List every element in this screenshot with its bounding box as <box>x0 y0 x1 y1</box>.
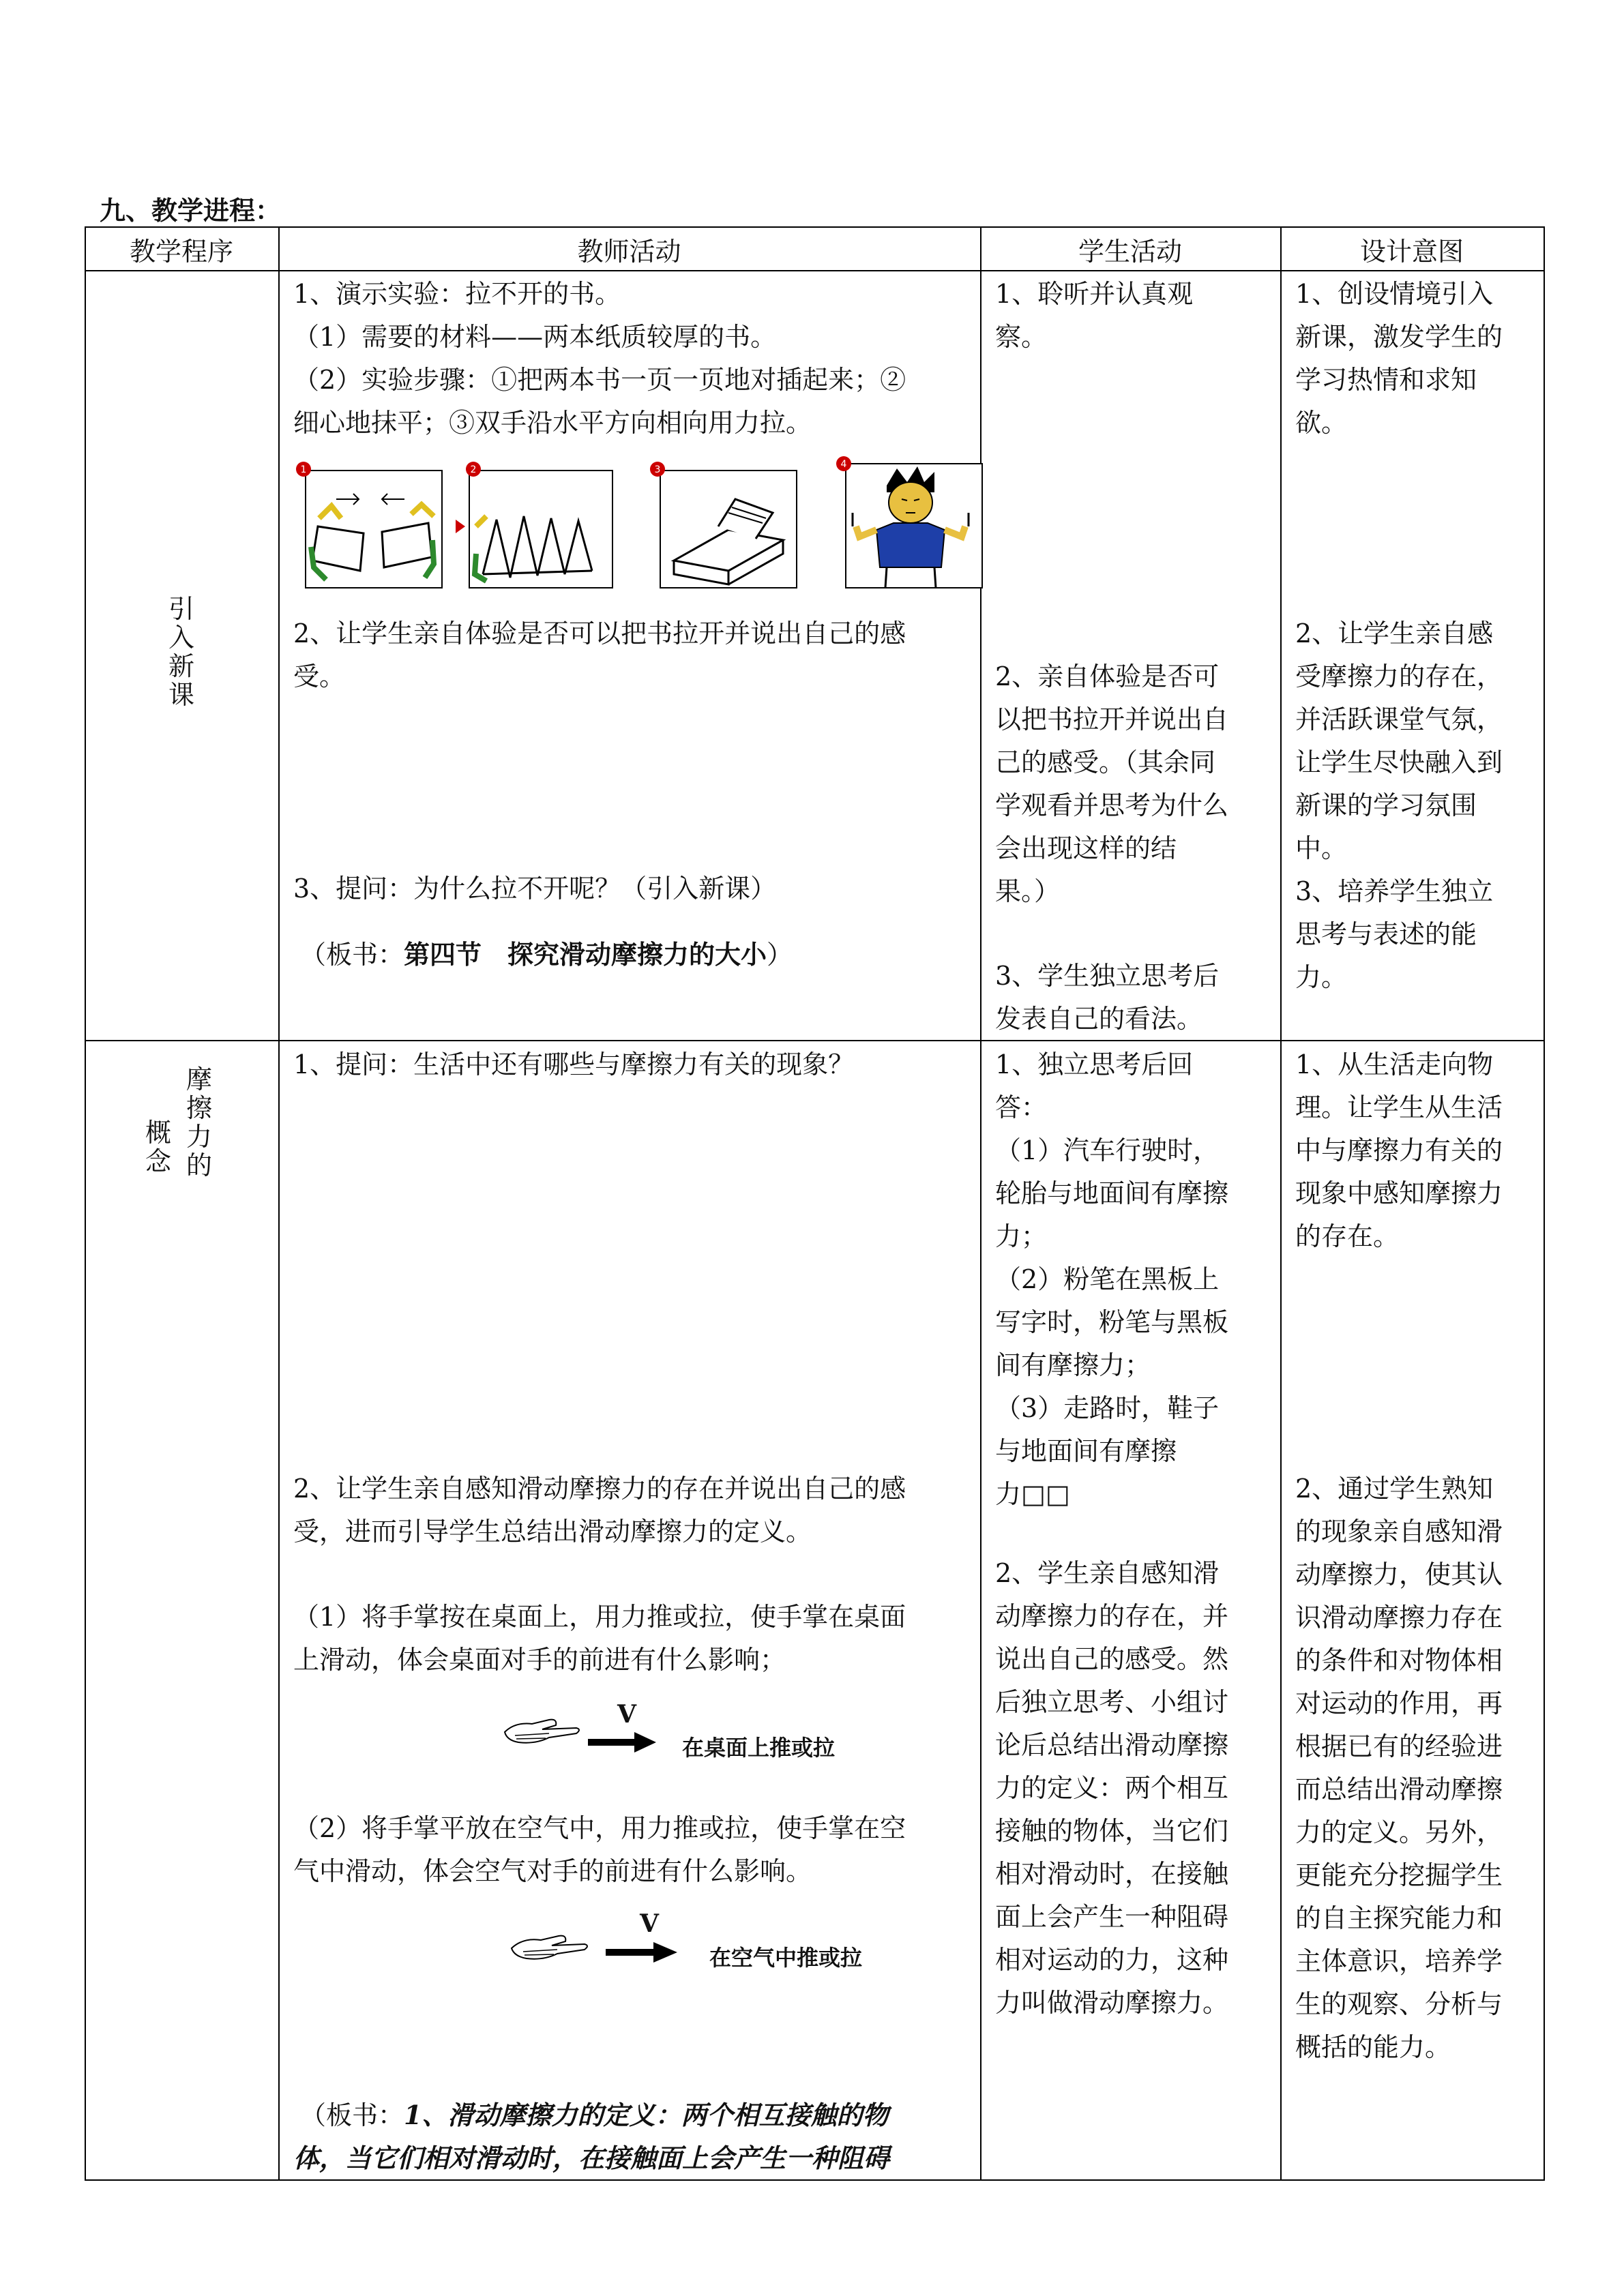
student-text: 与地面间有摩擦 <box>995 1436 1177 1466</box>
intent-text: 受摩擦力的存在， <box>1295 661 1503 691</box>
board-note-definition-cont: 体，当它们相对滑动时，在接触面上会产生一种阻碍 <box>293 2143 890 2173</box>
arrow-right-icon <box>606 1942 677 1963</box>
student-text: 1、独立思考后回 <box>995 1049 1194 1079</box>
teacher-text: 2、让学生亲自体验是否可以把书拉开并说出自己的感 <box>293 618 906 648</box>
student-text: 说出自己的感受。然 <box>995 1644 1229 1674</box>
section-heading: 九、教学进程： <box>100 195 282 226</box>
intent-text: 力。 <box>1295 962 1348 992</box>
student-text: 相对滑动时，在接触 <box>995 1859 1229 1889</box>
intent-text: 1、创设情境引入 <box>1295 279 1494 309</box>
step-3-illustration <box>653 458 803 595</box>
intent-text: 主体意识，培养学 <box>1295 1946 1503 1976</box>
step-marker-3 <box>649 461 666 477</box>
teacher-text: 气中滑动，体会空气对手的前进有什么影响。 <box>293 1856 812 1886</box>
student-text: 发表自己的看法。 <box>995 1004 1203 1034</box>
student-text: 己的感受。（其余同 <box>995 747 1216 777</box>
stage-label-intro: 引入新课 <box>168 594 194 710</box>
arrow-right-icon <box>588 1732 656 1753</box>
intent-text: 而总结出滑动摩擦 <box>1295 1774 1503 1804</box>
intent-text: 思考与表述的能 <box>1295 919 1477 949</box>
student-text: 接触的物体，当它们 <box>995 1816 1229 1846</box>
step-4-illustration <box>839 458 982 595</box>
intent-text: 现象中感知摩擦力 <box>1295 1178 1503 1208</box>
stage-label-concept: 概念 <box>145 1118 171 1176</box>
intent-text: 识滑动摩擦力存在 <box>1295 1602 1503 1632</box>
student-text: 间有摩擦力； <box>995 1350 1151 1380</box>
intent-text: 让学生尽快融入到 <box>1295 747 1503 777</box>
step-2-illustration <box>456 458 619 595</box>
intent-text: 力的定义。另外， <box>1295 1817 1503 1847</box>
intent-text: 根据已有的经验进 <box>1295 1731 1503 1761</box>
student-text: 2、学生亲自感知滑 <box>995 1558 1220 1588</box>
velocity-label: V <box>617 1700 636 1729</box>
step-marker-2 <box>465 461 482 477</box>
student-text: 相对运动的力，这种 <box>995 1945 1229 1975</box>
student-text: （3）走路时，鞋子 <box>995 1393 1220 1423</box>
student-text: 力□□ <box>995 1479 1070 1509</box>
student-text: 力； <box>995 1221 1048 1251</box>
intent-text: 欲。 <box>1295 408 1348 438</box>
student-text: （1）汽车行驶时， <box>995 1135 1220 1165</box>
student-text: 3、学生独立思考后 <box>995 961 1220 991</box>
svg-text:4: 4 <box>840 459 847 470</box>
intent-text: 的条件和对物体相 <box>1295 1645 1503 1675</box>
teacher-text: 受，进而引导学生总结出滑动摩擦力的定义。 <box>293 1517 812 1547</box>
student-text: 论后总结出滑动摩擦 <box>995 1730 1229 1760</box>
svg-text:2: 2 <box>470 464 477 475</box>
teacher-text: （2）实验步骤：①把两本书一页一页地对插起来；② <box>293 365 906 395</box>
velocity-label: V <box>640 1909 659 1938</box>
intent-text: 1、从生活走向物 <box>1295 1049 1494 1079</box>
student-text: （2）粉笔在黑板上 <box>995 1264 1220 1294</box>
student-text: 察。 <box>995 322 1048 352</box>
teacher-text: 细心地抹平；③双手沿水平方向相向用力拉。 <box>293 408 812 438</box>
intent-text: 生的观察、分析与 <box>1295 1989 1503 2019</box>
svg-text:1: 1 <box>300 464 307 475</box>
student-text: 轮胎与地面间有摩擦 <box>995 1178 1229 1208</box>
intent-text: 概括的能力。 <box>1295 2032 1451 2062</box>
header-student-activity: 学生活动 <box>1078 237 1182 267</box>
intent-text: 新课的学习氛围 <box>1295 790 1477 820</box>
board-note-title: （板书：第四节 探究滑动摩擦力的大小） <box>300 939 793 970</box>
svg-text:3: 3 <box>654 464 661 475</box>
student-text: 答： <box>995 1092 1048 1122</box>
intent-text: 更能充分挖掘学生 <box>1295 1860 1503 1890</box>
teacher-text: 1、演示实验：拉不开的书。 <box>293 279 621 309</box>
intent-text: 并活跃课堂气氛， <box>1295 704 1503 734</box>
intent-text: 3、培养学生独立 <box>1295 876 1494 906</box>
teacher-text: 3、提问：为什么拉不开呢？（引入新课） <box>293 874 777 904</box>
caption-air: 在空气中推或拉 <box>709 1945 863 1971</box>
stage-label-friction: 摩擦力的 <box>186 1064 212 1180</box>
teacher-text: （1）需要的材料——两本纸质较厚的书。 <box>293 322 777 352</box>
student-text: 力叫做滑动摩擦力。 <box>995 1988 1229 2018</box>
caption-desk: 在桌面上推或拉 <box>682 1735 836 1761</box>
intent-text: 中与摩擦力有关的 <box>1295 1135 1503 1165</box>
intent-text: 动摩擦力，使其认 <box>1295 1560 1503 1590</box>
student-text: 学观看并思考为什么 <box>995 790 1229 820</box>
step-1-illustration <box>299 458 449 595</box>
intent-text: 2、让学生亲自感 <box>1295 618 1494 648</box>
student-text: 动摩擦力的存在，并 <box>995 1601 1229 1631</box>
student-text: 面上会产生一种阻碍 <box>995 1902 1229 1932</box>
teacher-text: 上滑动，体会桌面对手的前进有什么影响； <box>293 1645 786 1675</box>
student-text: 1、聆听并认真观 <box>995 279 1194 309</box>
intent-text: 学习热情和求知 <box>1295 365 1477 395</box>
teacher-text: （1）将手掌按在桌面上，用力推或拉，使手掌在桌面 <box>293 1602 906 1632</box>
student-text: 果。） <box>995 876 1061 906</box>
intent-text: 理。让学生从生活 <box>1295 1092 1503 1122</box>
intent-text: 中。 <box>1295 833 1348 863</box>
intent-text: 2、通过学生熟知 <box>1295 1474 1494 1504</box>
header-teacher-activity: 教师活动 <box>577 237 681 267</box>
intent-text: 的自主探究能力和 <box>1295 1903 1503 1933</box>
teacher-text: （2）将手掌平放在空气中，用力推或拉，使手掌在空 <box>293 1813 906 1843</box>
student-text: 后独立思考、小组讨 <box>995 1687 1229 1717</box>
teacher-text: 受。 <box>293 661 346 691</box>
intent-text: 的存在。 <box>1295 1221 1400 1251</box>
student-text: 以把书拉开并说出自 <box>995 704 1229 734</box>
intent-text: 的现象亲自感知滑 <box>1295 1517 1503 1547</box>
header-design-intent: 设计意图 <box>1359 237 1464 267</box>
step-marker-1 <box>295 461 312 477</box>
student-text: 会出现这样的结 <box>995 833 1177 863</box>
student-text: 力的定义：两个相互 <box>995 1773 1229 1803</box>
step-marker-4 <box>836 456 852 472</box>
student-text: 2、亲自体验是否可 <box>995 661 1220 691</box>
teacher-text: 2、让学生亲自感知滑动摩擦力的存在并说出自己的感 <box>293 1474 906 1504</box>
student-text: 写字时，粉笔与黑板 <box>995 1307 1229 1337</box>
header-procedure: 教学程序 <box>129 237 233 267</box>
board-note-definition: （板书：1、滑动摩擦力的定义：两个相互接触的物 <box>300 2100 889 2130</box>
intent-text: 对运动的作用，再 <box>1295 1688 1503 1718</box>
teacher-text: 1、提问：生活中还有哪些与摩擦力有关的现象？ <box>293 1049 855 1079</box>
intent-text: 新课，激发学生的 <box>1295 322 1503 352</box>
